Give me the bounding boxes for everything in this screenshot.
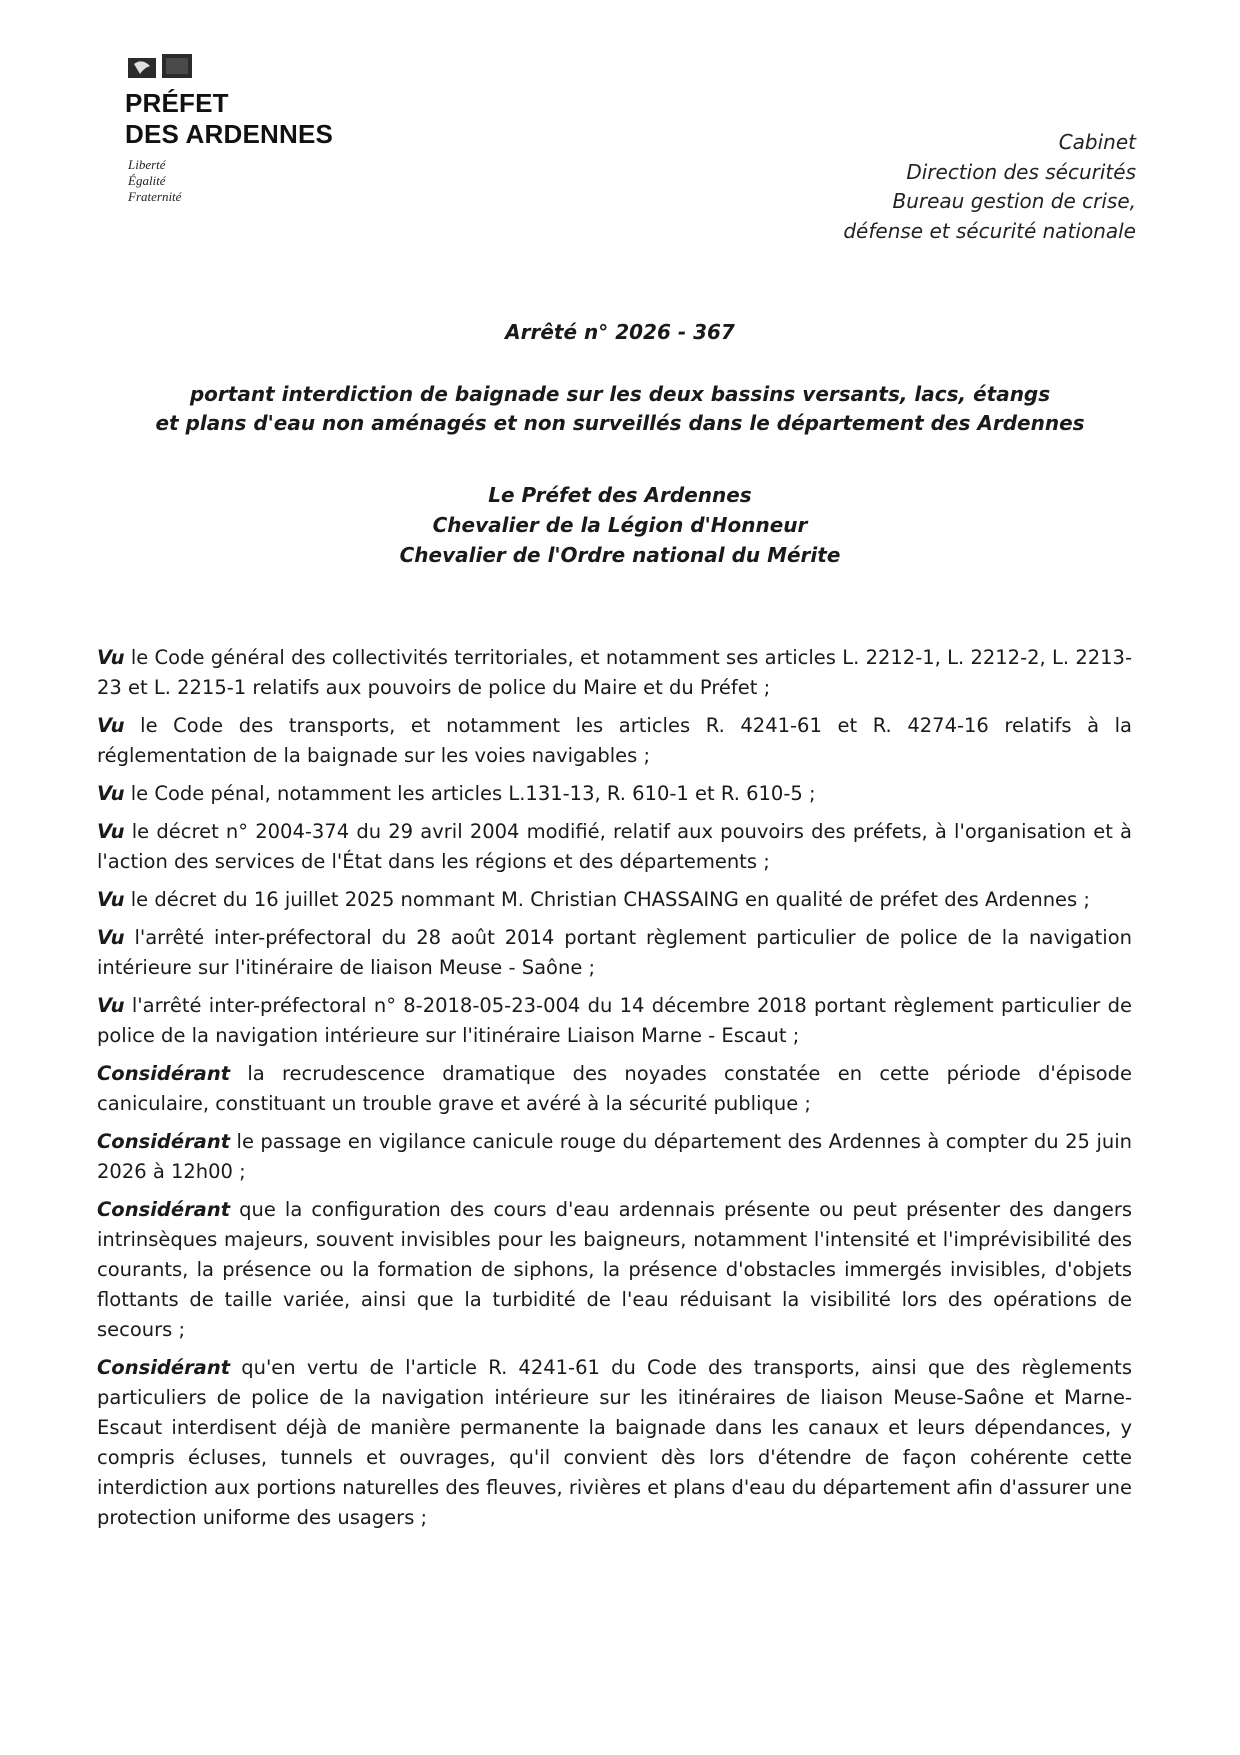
visa-text: l'arrêté inter-préfectoral n° 8-2018-05-23-004 du 14 décembre 2018 portant règlement particulier de police de la navigation intérieure sur l'itinéraire Liaison Marne - Escaut ;	[97, 994, 1132, 1047]
visa-lead: Vu	[97, 714, 125, 737]
visa-lead: Vu	[97, 820, 125, 843]
considerant-paragraph	[97, 1127, 1132, 1187]
visa-text: le Code pénal, notamment les articles L.131-13, R. 610-1 et R. 610-5 ;	[124, 782, 816, 805]
visa-paragraph	[97, 779, 1132, 809]
considerant-paragraph	[97, 1353, 1132, 1533]
objet-line: portant interdiction de baignade sur les deux bassins versants, lacs, étangs	[189, 382, 1051, 406]
objet-line: et plans d'eau non aménagés et non surveillés dans le département des Ardennes	[155, 411, 1085, 435]
considerant-text: la recrudescence dramatique des noyades constatée en cette période d'épisode caniculaire, constituant un trouble grave et avéré à la sécurité publique ;	[97, 1062, 1132, 1115]
devise-egalite: Égalité	[128, 173, 166, 188]
visa-paragraph	[97, 817, 1132, 877]
prefet-line-1: PRÉFET	[125, 88, 229, 118]
visa-text: le décret n° 2004-374 du 29 avril 2004 modifié, relatif aux pouvoirs des préfets, à l'organisation et à l'action des services de l'État dans les régions et des départements ;	[97, 820, 1132, 873]
service-line: Bureau gestion de crise,	[892, 189, 1136, 213]
marianne-logo	[128, 54, 194, 80]
visa-paragraph	[97, 885, 1132, 915]
devise-fraternite: Fraternité	[128, 189, 182, 204]
considerant-lead: Considérant	[97, 1356, 231, 1379]
visa-paragraph	[97, 643, 1132, 703]
arrete-objet	[140, 380, 1100, 438]
visa-text: l'arrêté inter-préfectoral du 28 août 2014 portant règlement particulier de police de la navigation intérieure sur l'itinéraire de liaison Meuse - Saône ;	[97, 926, 1132, 979]
signataire-line: Le Préfet des Ardennes	[488, 483, 752, 507]
visas-list	[97, 643, 1132, 1541]
signataire-line: Chevalier de la Légion d'Honneur	[432, 513, 808, 537]
devise	[128, 157, 181, 205]
considerant-text: que la configuration des cours d'eau ardennais présente ou peut présenter des dangers intrinsèques majeurs, souvent invisibles pour les baigneurs, notamment l'intensité et l'imprévisibilité des courants, la présence ou la formation de siphons, la présence d'obstacles immergés invisibles, d'objets flottants de taille variée, ainsi que la turbidité de l'eau réduisant la visibilité lors des opérations de secours ;	[97, 1198, 1132, 1341]
visa-paragraph	[97, 991, 1132, 1051]
visa-text: le décret du 16 juillet 2025 nommant M. Christian CHASSAING en qualité de préfet des Ardennes ;	[124, 888, 1090, 911]
considerant-paragraph	[97, 1195, 1132, 1345]
visa-lead: Vu	[97, 926, 125, 949]
marianne-emblem-icon	[128, 54, 194, 80]
visa-lead: Vu	[97, 782, 125, 805]
prefet-line-2: DES ARDENNES	[125, 119, 334, 149]
considerant-text: qu'en vertu de l'article R. 4241-61 du Code des transports, ainsi que des règlements particuliers de police de la navigation intérieure sur les itinéraires de liaison Meuse-Saône et Marne-Escaut interdisent déjà de manière permanente la baignade dans les canaux et leurs dépendances, y compris écluses, tunnels et ouvrages, qu'il convient dès lors d'étendre de façon cohérente cette interdiction aux portions naturelles des fleuves, rivières et plans d'eau du département afin d'assurer une protection uniforme des usagers ;	[97, 1356, 1132, 1529]
visa-paragraph	[97, 923, 1132, 983]
visa-lead: Vu	[97, 888, 125, 911]
devise-liberte: Liberté	[128, 157, 166, 172]
service-line: Cabinet	[1058, 130, 1136, 154]
visa-text: le Code général des collectivités territoriales, et notamment ses articles L. 2212-1, L. 2212-2, L. 2213-23 et L. 2215-1 relatifs aux pouvoirs de police du Maire et du Préfet ;	[97, 646, 1132, 699]
considerant-lead: Considérant	[97, 1130, 231, 1153]
considerant-lead: Considérant	[97, 1198, 231, 1221]
service-line: défense et sécurité nationale	[843, 218, 1136, 243]
considerant-text: le passage en vigilance canicule rouge du département des Ardennes à compter du 25 juin 2026 à 12h00 ;	[97, 1130, 1132, 1183]
arrete-number: Arrêté n° 2026 - 367	[505, 320, 735, 344]
visa-paragraph	[97, 711, 1132, 771]
visa-text: le Code des transports, et notamment les articles R. 4241-61 et R. 4274-16 relatifs à la réglementation de la baignade sur les voies navigables ;	[97, 714, 1132, 767]
visa-lead: Vu	[97, 994, 125, 1017]
visa-lead: Vu	[97, 646, 125, 669]
signataire-block	[0, 480, 1240, 570]
considerant-lead: Considérant	[97, 1062, 231, 1085]
prefet-name	[125, 88, 333, 150]
service-block	[843, 128, 1136, 246]
signataire-line: Chevalier de l'Ordre national du Mérite	[399, 543, 841, 567]
service-line: Direction des sécurités	[906, 159, 1136, 184]
considerant-paragraph	[97, 1059, 1132, 1119]
